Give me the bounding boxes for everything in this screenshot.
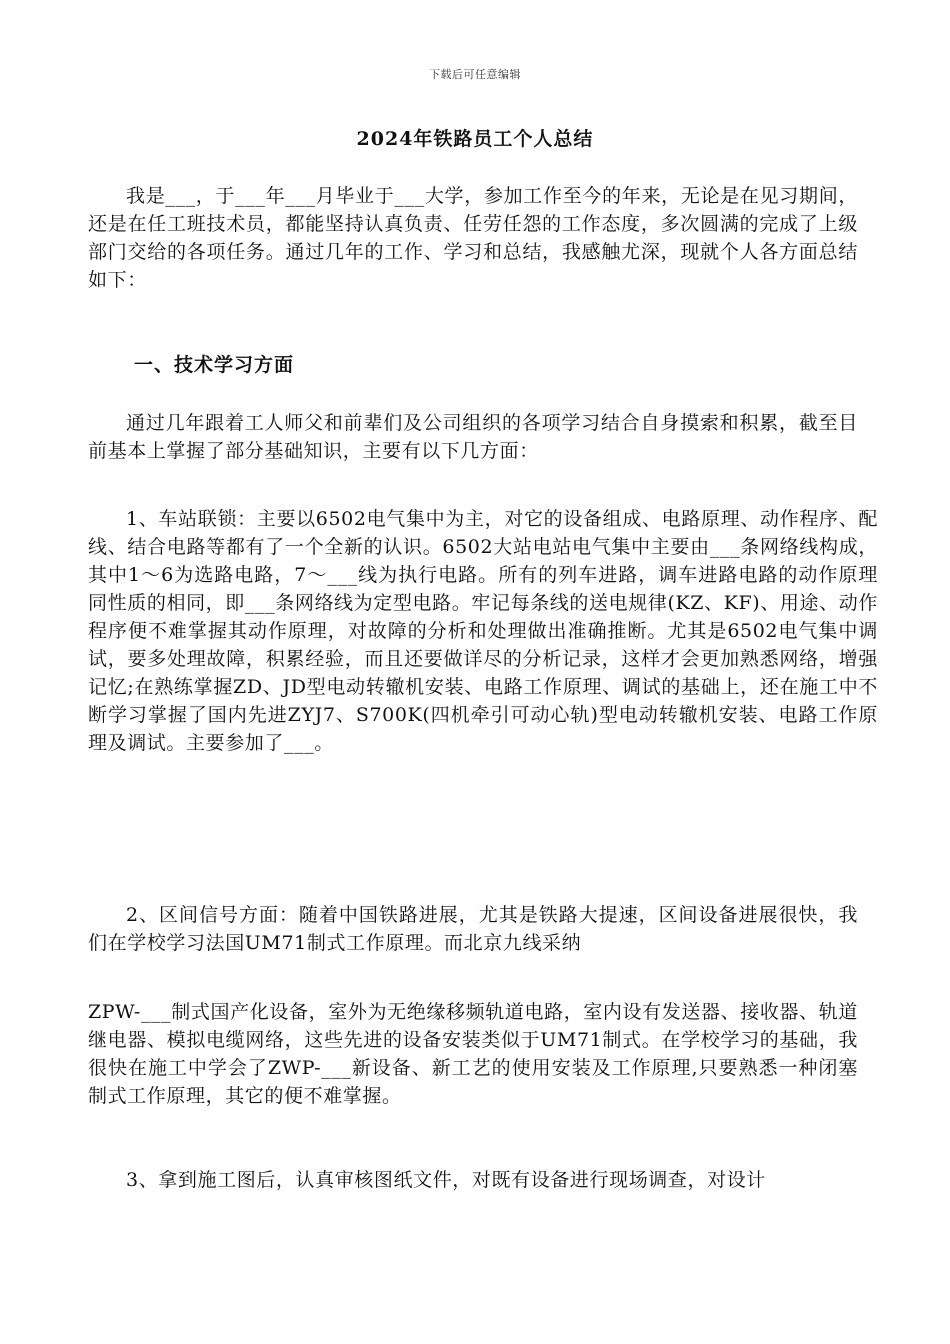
section-heading: 一、技术学习方面 (134, 354, 295, 376)
item-2-paragraph: 2、区间信号方面：随着中国铁路进展，尤其是铁路大提速，区间设备进展很快，我们在学校学习法国UM71制式工作原理。而北京九线采纳 (88, 904, 858, 954)
header-note: 下载后可任意编辑 (429, 68, 521, 81)
section-intro-paragraph: 通过几年跟着工人师父和前辈们及公司组织的各项学习结合自身摸索和积累，截至目前基本上掌握了部分基础知识，主要有以下几方面： (88, 412, 858, 462)
item-3-paragraph: 3、拿到施工图后，认真审核图纸文件，对既有设备进行现场调查，对设计 (126, 1169, 766, 1191)
document-title: 2024年铁路员工个人总结 (356, 128, 594, 150)
item-1-paragraph: 1、车站联锁：主要以6502电气集中为主，对它的设备组成、电路原理、动作程序、配线、结合电路等都有了一个全新的认识。6502大站电站电气集中主要由___条网络线构成，其中1～6为选路电路，7～___线为执行电路。所有的列车进路，调车进路电路的动作原理同性质的相同，即___条网络线为定型电路。牢记每条线的送电规律(KZ、KF)、用途、动作程序便不难掌握其动作原理，对故障的分析和处理做出准确推断。尤其是6502电气集中调试，要多处理故障，积累经验，而且还要做详尽的分析记录，这样才会更加熟悉网络，增强记忆;在熟练掌握ZD、JD型电动转辙机安装、电路工作原理、调试的基础上，还在施工中不断学习掌握了国内先进ZYJ7、S700K(四机牵引可动心轨)型电动转辙机安装、电路工作原理及调试。主要参加了___。 (88, 508, 878, 754)
item-2-continuation: ZPW-___制式国产化设备，室外为无绝缘移频轨道电路，室内设有发送器、接收器、轨道继电器、模拟电缆网络，这些先进的设备安装类似于UM71制式。在学校学习的基础，我很快在施工中学会了ZWP-___新设备、新工艺的使用安装及工作原理,只要熟悉一种闭塞制式工作原理，其它的便不难掌握。 (88, 1001, 858, 1107)
intro-paragraph: 我是___，于___年___月毕业于___大学，参加工作至今的年来，无论是在见习期间，还是在任工班技术员，都能坚持认真负责、任劳任怨的工作态度，多次圆满的完成了上级部门交给的各项任务。通过几年的工作、学习和总结，我感触尤深，现就个人各方面总结如下： (88, 185, 858, 291)
